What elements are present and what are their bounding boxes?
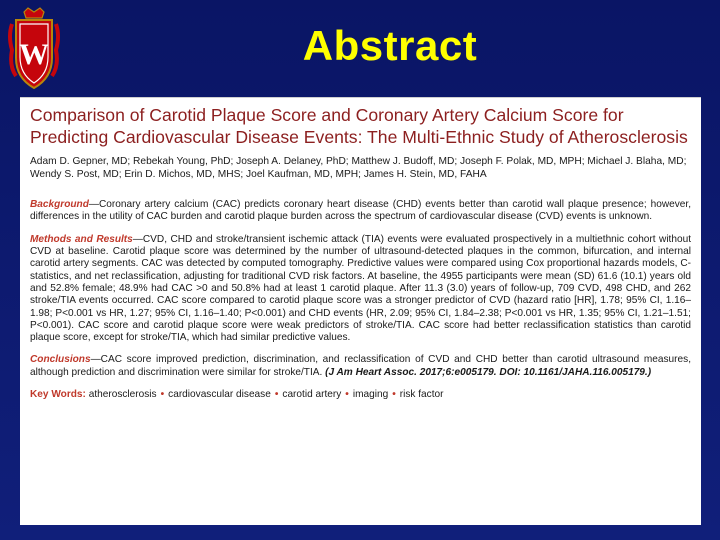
keyword-separator: •: [345, 389, 349, 401]
abstract-page: [20, 97, 701, 525]
keyword: cardiovascular disease: [168, 389, 271, 401]
keyword: atherosclerosis: [88, 389, 157, 401]
background-text: —Coronary artery calcium (CAC) predicts coronary heart disease (CHD) events better than carotid wall plaque presence; however, differences in the utility of CAC burden and carotid plaque burden across the spectrum of cardiovascular disease (CVD) events is unknown.: [30, 199, 691, 223]
citation: (J Am Heart Assoc. 2017;6:e005179. DOI: 10.1161/JAHA.116.005179.): [325, 366, 652, 378]
keyword: imaging: [352, 389, 389, 401]
methods-label: Methods and Results: [30, 233, 133, 245]
methods-section: [30, 234, 691, 345]
keywords-label: Key Words:: [30, 389, 86, 401]
keyword: carotid artery: [282, 389, 342, 401]
conclusions-section: [30, 354, 691, 379]
paper-title: Comparison of Carotid Plaque Score and Coronary Artery Calcium Score for Predicting Cardiovascular Disease Events: The Multi-Ethnic Study of Atherosclerosis: [30, 105, 688, 147]
slide-title: Abstract: [302, 22, 478, 69]
svg-text:W: W: [19, 38, 49, 71]
conclusions-text: —CAC score improved prediction, discrimination, and reclassification of CVD and CHD better than carotid ultrasound measures, although prediction and discrimination were similar for stroke/TIA.: [30, 354, 691, 378]
keywords-line: [30, 389, 691, 401]
methods-text: —CVD, CHD and stroke/transient ischemic attack (TIA) events were evaluated prospectively in a multiethnic cohort without CVD at baseline. Carotid plaque score was determined by the number of ultrasound-detected plaques in the common, bifurcation, and internal carotid artery segments. CAC was detected by computed tomography. Predictive values were compared using Cox proportional hazards models, C-statistics, and net reclassification, adjusting for traditional CVD risk factors. At baseline, the 4955 participants were mean (SD) 61.6 (10.1) years old and 52.8% female; 48.9% had CAC >0 and 50.8% had at least 1 carotid plaque. After 11.3 (3.0) years of follow-up, 709 CVD, 498 CHD, and 262 stroke/TIA events occurred. CAC score compared to carotid plaque score was a stronger predictor of CVD (hazard ratio [HR], 1.78; 95% CI, 1.16–1.98; P<0.001 vs HR, 1.27; 95% CI, 1.16–1.40; P<0.001) and CHD events (HR, 2.09; 95% CI, 1.84–2.38; P<0.001 vs HR, 1.35; 95% CI, 1.21–1.51; P<0.001). CAC score and carotid plaque score were weak predictors of stroke/TIA. CAC score had better reclassification statistics than carotid plaque score, except for stroke/TIA, which had similar predictive values.: [30, 233, 692, 344]
background-section: [30, 199, 691, 224]
keyword-separator: •: [160, 389, 165, 401]
author-list: Adam D. Gepner, MD; Rebekah Young, PhD; Joseph A. Delaney, PhD; Matthew J. Budoff, MD; Joseph F. Polak, MD, MPH; Michael J. Blaha, MD; Wendy S. Post, MD; Erin D. Michos, MD, MHS; Joel Kaufman, MD, MPH; James H. Stein, MD, FAHA: [30, 156, 687, 180]
background-label: Background: [30, 199, 89, 211]
keyword-separator: •: [392, 389, 396, 401]
keyword-separator: •: [274, 389, 279, 401]
conclusions-label: Conclusions: [30, 354, 91, 366]
keyword: risk factor: [399, 389, 444, 401]
